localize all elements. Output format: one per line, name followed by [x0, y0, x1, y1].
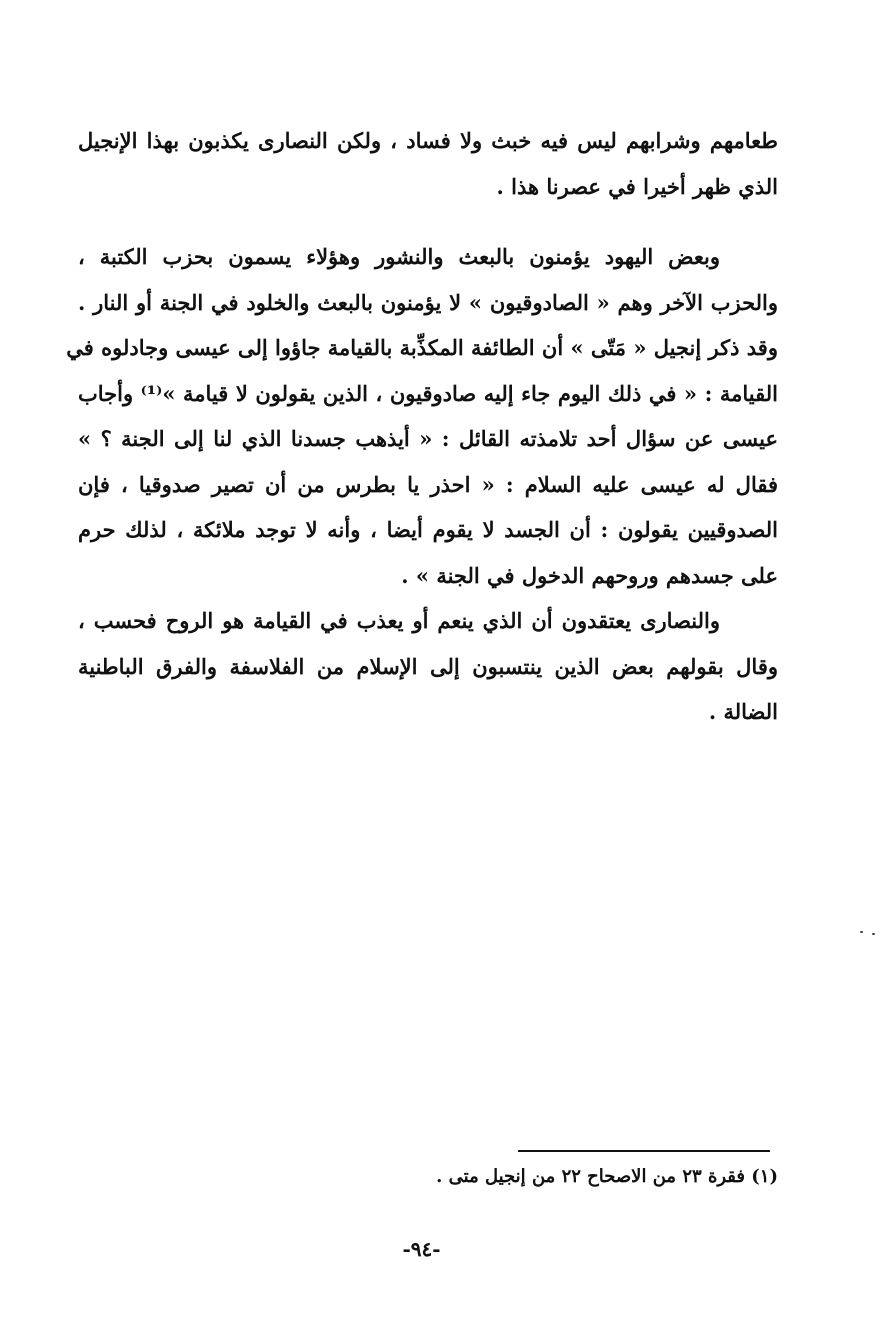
text-line: والنصارى يعتقدون أن الذي ينعم أو يعذب في القيامة هو الروح فحسب ، — [78, 608, 720, 633]
text-line: الضالة . — [708, 699, 778, 724]
text-line: الذي ظهر أخيرا في عصرنا هذا . — [496, 173, 778, 199]
scan-speck — [872, 933, 875, 935]
text-line: طعامهم وشرابهم ليس فيه خبث ولا فساد ، ولكن النصارى يكذبون بهذا الإنجيل — [78, 128, 778, 153]
text-line: وبعض اليهود يؤمنون بالبعث والنشور وهؤلاء يسمون بحزب الكتبة ، — [78, 244, 720, 269]
text-line: والحزب الآخر وهم « الصادوقيون » لا يؤمنون بالبعث والخلود في الجنة أو النار . — [78, 289, 778, 315]
paragraph-gap — [78, 209, 778, 234]
page-number: -٩٤- — [402, 1237, 441, 1261]
text-line: فقال له عيسى عليه السلام : « احذر يا بطرس من أن تصير صدوقيا ، فإن — [78, 471, 778, 497]
scan-speck — [860, 931, 863, 933]
footnote: (١) فقرة ٢٣ من الاصحاح ٢٢ من إنجيل متى . — [436, 1166, 778, 1187]
text-line: وقد ذكر إنجيل « مَتّى » أن الطائفة المكذِّبة بالقيامة جاؤوا إلى عيسى وجادلوه في — [66, 335, 778, 360]
footnote-divider — [518, 1150, 770, 1152]
text-line: على جسدهم وروحهم الدخول في الجنة » . — [401, 562, 778, 588]
text-line: وقال بقولهم بعض الذين ينتسبون إلى الإسلام من الفلاسفة والفرق الباطنية — [78, 653, 778, 679]
text-line: القيامة : « في ذلك اليوم جاء إليه صادوقيون ، الذين يقولون لا قيامة »⁽¹⁾ وأجاب — [78, 380, 778, 406]
text-line: عيسى عن سؤال أحد تلامذته القائل : « أيذهب جسدنا الذي لنا إلى الجنة ؟ » — [78, 426, 778, 451]
text-line: الصدوقيين يقولون : أن الجسد لا يقوم أيضا ، وأنه لا توجد ملائكة ، لذلك حرم — [78, 517, 778, 542]
body-text — [66, 118, 778, 735]
